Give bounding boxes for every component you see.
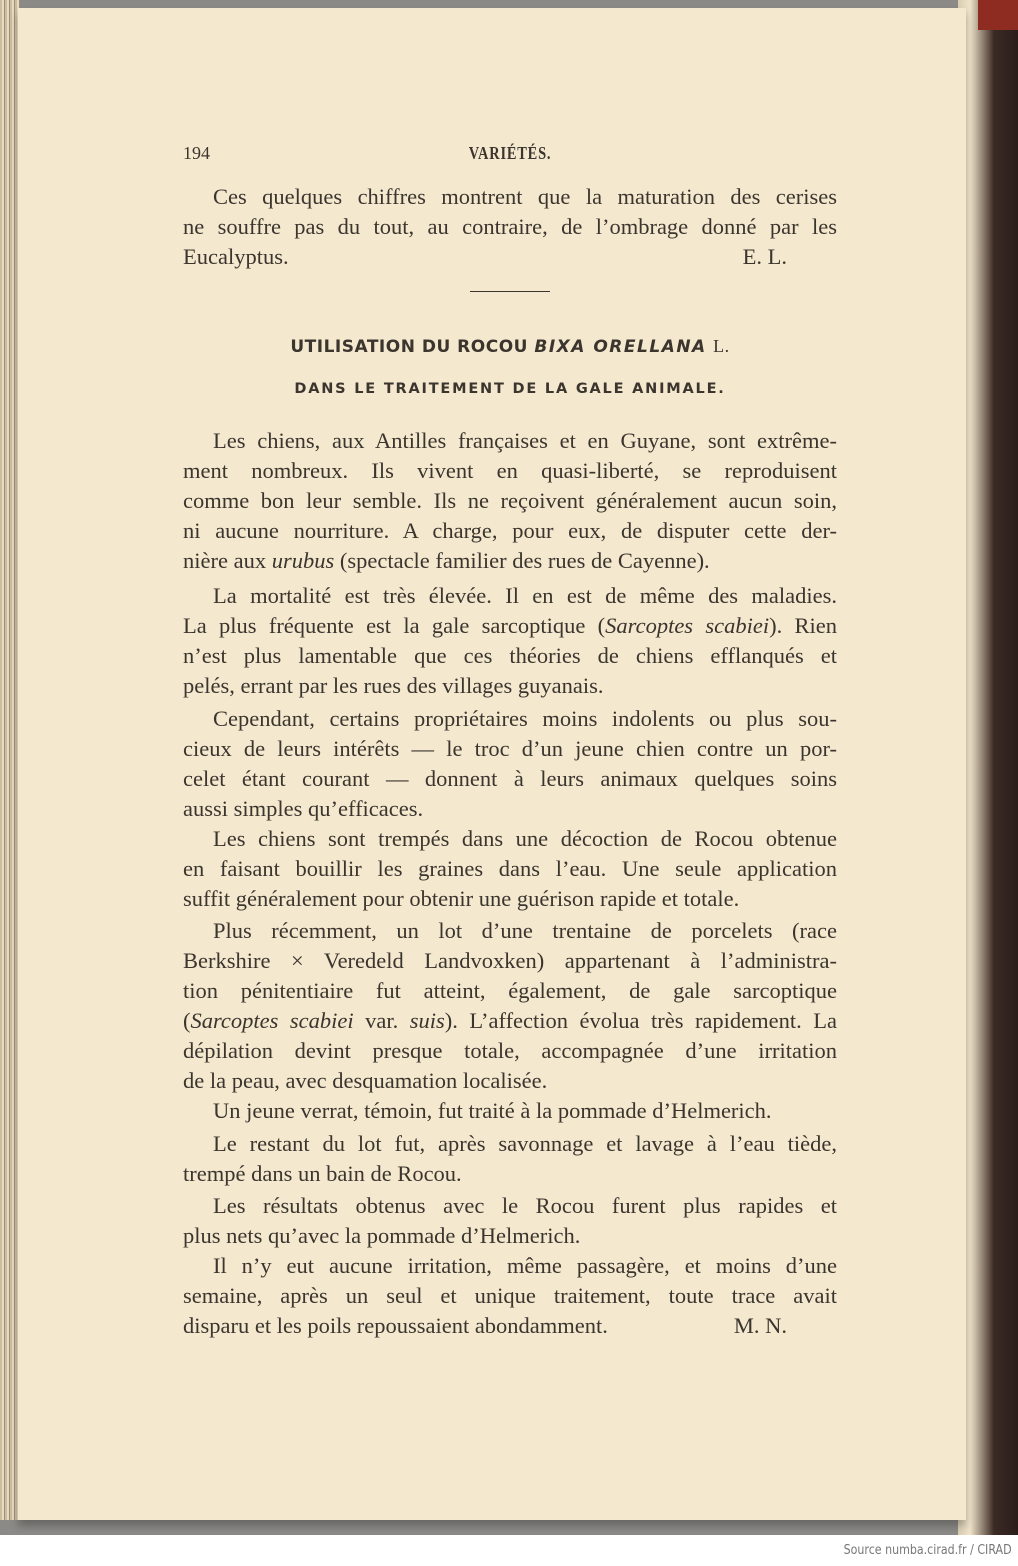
source-credit: Source numba.cirad.fr / CIRAD [844,1543,1012,1558]
text-segment: disparu et les poils repoussaient abondamment. [183,1313,608,1338]
text-line [183,486,837,516]
intro-paragraph [183,182,837,272]
running-title: VARIÉTÉS. [468,143,552,163]
text-line [183,671,837,701]
text-segment: aussi simples qu’efficaces. [183,796,424,821]
article-subtitle: DANS LE TRAITEMENT DE LA GALE ANIMALE. [294,381,726,397]
paragraph [183,1191,837,1251]
text-segment: trempé dans un bain de Rocou. [183,1161,462,1186]
title-species: BIXA ORELLANA [534,337,707,357]
text-segment: Les chiens sont trempés dans une décoction de Rocou obtenue [213,826,837,851]
text-segment: pelés, errant par les rues des villages guyanais. [183,673,604,698]
text-line [183,546,837,576]
text-line [183,1129,837,1159]
text-segment: ). L’affection évolua très rapidement. La [444,1008,837,1033]
title-part1: UTILISATION DU ROCOU [290,337,528,357]
text-segment: ne souffre pas du tout, au contraire, de l’ombrage donné par les [183,214,837,239]
text-line [183,212,837,242]
text-line [183,916,837,946]
text-segment: ). Rien [769,613,837,638]
text-line [183,854,837,884]
italic-term: Sarcoptes scabiei [605,613,770,638]
paragraph [183,824,837,914]
text-segment: ( [183,1008,191,1033]
paragraph [183,1096,837,1126]
text-line [183,426,837,456]
text-line [183,1036,837,1066]
text-segment: n’est plus lamentable que ces théories de chiens efflanqués et [183,643,837,668]
text-line [183,884,837,914]
paragraph [183,916,837,1096]
text-segment: Le restant du lot fut, après savonnage et lavage à l’eau tiède, [213,1131,837,1156]
text-line [183,1311,837,1341]
text-line [183,704,837,734]
paragraph [183,704,837,824]
text-line [183,182,837,212]
italic-term: suis [409,1008,445,1033]
text-segment: suffit généralement pour obtenir une guérison rapide et totale. [183,886,740,911]
text-line [183,734,837,764]
text-segment: Un jeune verrat, témoin, fut traité à la pommade d’Helmerich. [213,1098,772,1123]
text-segment: La mortalité est très élevée. Il en est de même des maladies. [213,583,837,608]
text-segment: tion pénitentiaire fut atteint, également, de gale sarcoptique [183,978,837,1003]
page-edges [0,0,20,1520]
text-line [183,824,837,854]
text-segment: nière aux [183,548,272,573]
text-line [183,581,837,611]
author-signature: E. L. [742,244,787,269]
text-segment: de la peau, avec desquamation localisée. [183,1068,548,1093]
article-title [183,336,837,357]
text-line [183,1251,837,1281]
page-number: 194 [183,143,210,163]
article-body [183,426,837,1341]
paragraph [183,1129,837,1189]
text-line [183,611,837,641]
text-segment: celet étant courant — donnent à leurs animaux quelques soins [183,766,837,791]
text-line [183,976,837,1006]
text-segment: Il n’y eut aucune irritation, même passagère, et moins d’une [213,1253,837,1278]
text-segment: var. [353,1008,410,1033]
text-line [183,242,837,272]
title-author: L. [713,336,730,356]
paragraph [183,581,837,701]
text-segment: cieux de leurs intérêts — le troc d’un jeune chien contre un por- [183,736,837,761]
text-line [183,1066,837,1096]
paragraph [183,426,837,576]
text-line [183,1159,837,1189]
text-segment: dépilation devint presque totale, accompagnée d’une irritation [183,1038,837,1063]
text-segment: Cependant, certains propriétaires moins indolents ou plus sou- [213,706,837,731]
text-line [183,764,837,794]
italic-term: Sarcoptes scabiei [190,1008,354,1033]
text-line [183,1221,837,1251]
text-line [183,516,837,546]
paragraph [183,1251,837,1341]
text-segment: (spectacle familier des rues de Cayenne). [334,548,710,573]
text-segment: Les chiens, aux Antilles françaises et en Guyane, sont extrême- [213,428,837,453]
text-segment: Ces quelques chiffres montrent que la maturation des cerises [213,184,837,209]
section-divider [470,291,550,292]
text-segment: Les résultats obtenus avec le Rocou furent plus rapides et [213,1193,837,1218]
text-line [183,1096,837,1126]
text-segment: plus nets qu’avec la pommade d’Helmerich. [183,1223,581,1248]
text-segment: Berkshire × Veredeld Landvoxken) appartenant à l’administra- [183,948,837,973]
text-segment: ni aucune nourriture. A charge, pour eux, de disputer cette der- [183,518,837,543]
book-cover-red-corner [978,0,1018,30]
text-line [183,946,837,976]
author-signature: M. N. [733,1313,787,1338]
text-segment: ment nombreux. Ils vivent en quasi-liberté, se reproduisent [183,458,837,483]
italic-term: urubus [271,548,335,573]
text-line [183,1006,837,1036]
text-line [183,794,837,824]
text-line [183,1281,837,1311]
text-segment: La plus fréquente est la gale sarcoptique ( [183,613,606,638]
text-line [183,1191,837,1221]
text-line [183,456,837,486]
book-cover-edge [958,0,1018,1535]
text-line [183,641,837,671]
text-segment: Eucalyptus. [183,244,289,269]
text-segment: Plus récemment, un lot d’une trentaine de porcelets (race [213,918,837,943]
text-segment: en faisant bouillir les graines dans l’eau. Une seule application [183,856,837,881]
text-segment: comme bon leur semble. Ils ne reçoivent généralement aucun soin, [183,488,837,513]
page-header [183,143,837,167]
text-segment: semaine, après un seul et unique traitement, toute trace avait [183,1283,837,1308]
